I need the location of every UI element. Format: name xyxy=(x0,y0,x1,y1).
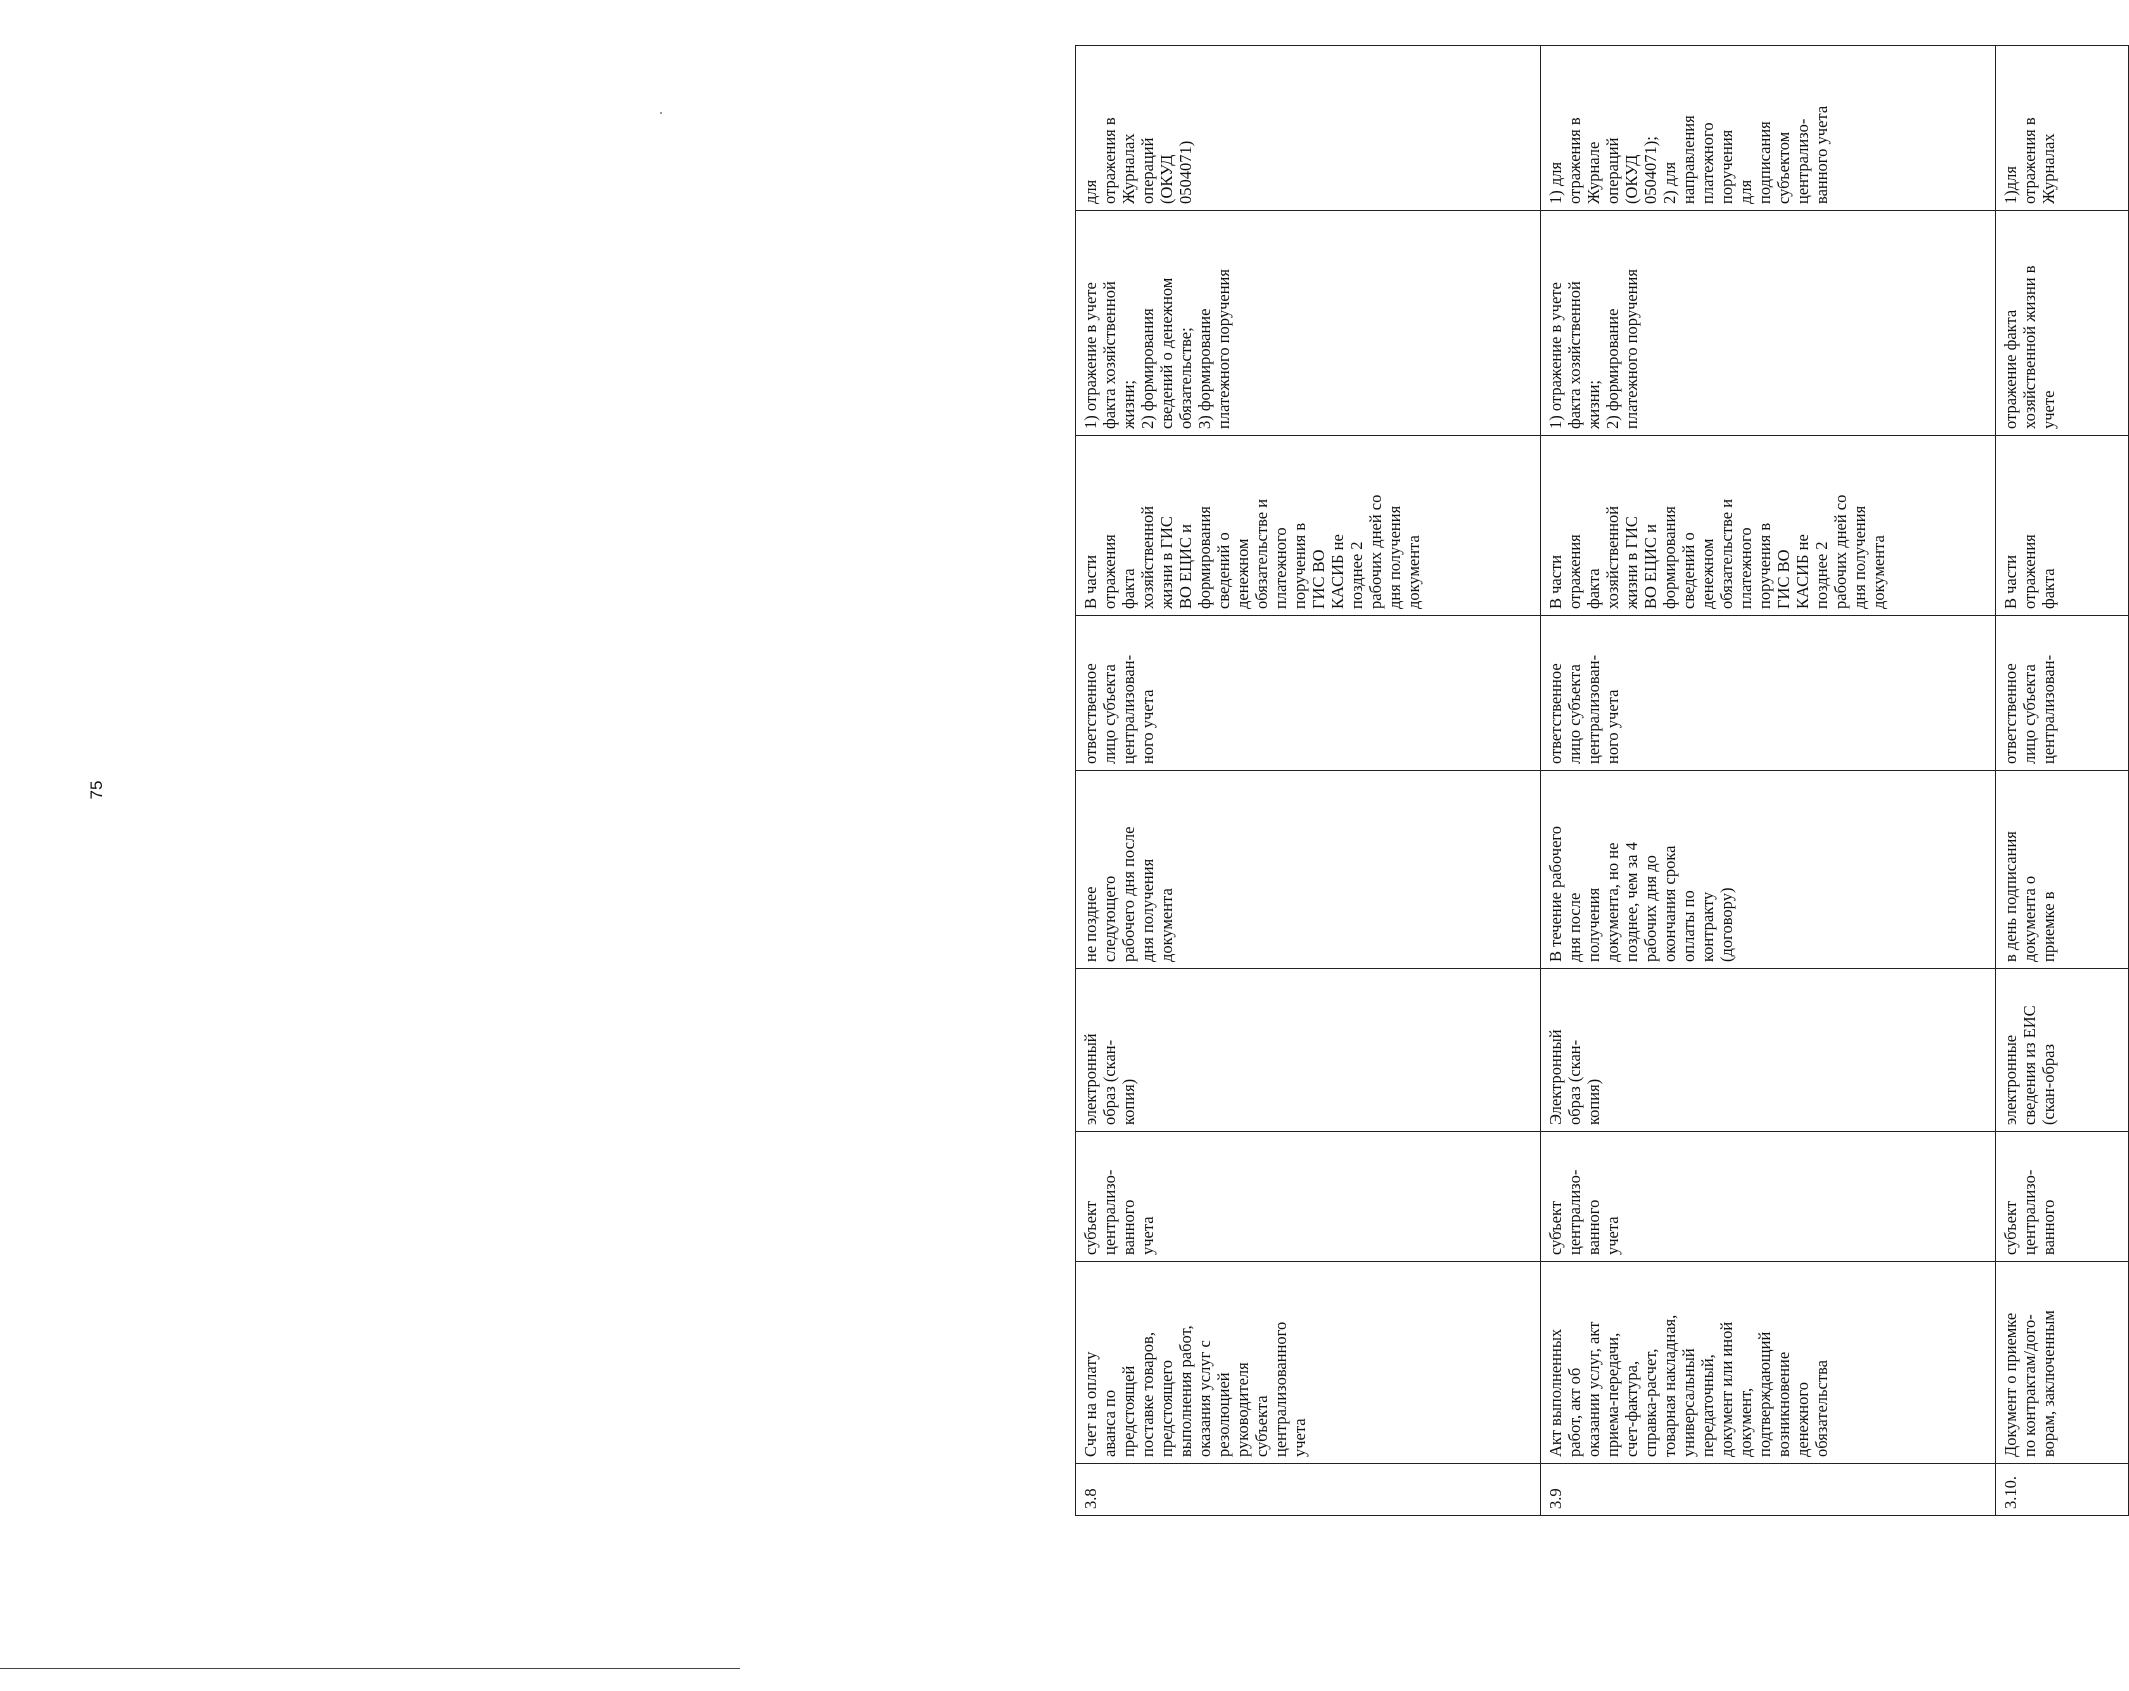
processing-deadline-cell: В части отражения факта хозяйственной жизни в ГИС ВО ЕЦИС и формирования сведений о денежном обязательстве и платежного поручения в ГИС ВО КАСИБ не позднее 2 рабочих дней со дня получения документа xyxy=(1076,436,1541,616)
document-creator-cell: субъект централизо- ванного учета xyxy=(1076,1132,1541,1262)
note-cell: 1) для отражения в Журнале операций (ОКУД 0504071); 2) для направления платежного поручения для подписания субъектом централизо- ванного учета xyxy=(1541,46,1996,211)
purpose-cell: 1) отражение в учете факта хозяйственной жизни; 2) формирование платежного поручения xyxy=(1541,211,1996,436)
submission-deadline-cell: В течение рабочего дня после получения документа, но не позднее, чем за 4 рабочих дня до окончания срока оплаты по контракту (договору) xyxy=(1541,771,1996,969)
document-creator-cell: субъект централизо- ванного xyxy=(1996,1132,2129,1262)
document-name-cell: Счет на оплату аванса по предстоящей поставке товаров, предстоящего выполнения работ, оказания услуг с резолюцией руководителя субъекта централизованного учета xyxy=(1076,1262,1541,1464)
processing-deadline-cell: В части отражения факта xyxy=(1996,436,2129,616)
document-format-cell: электронные сведения из ЕИС (скан-образ xyxy=(1996,969,2129,1132)
rotated-table-wrapper xyxy=(1075,46,2058,1516)
note-cell: для отражения в Журналах операций (ОКУД 0504071) xyxy=(1076,46,1541,211)
responsible-person-cell: ответственное лицо субъекта централизован- xyxy=(1996,616,2129,771)
row-number: 3.10. xyxy=(1996,1464,2129,1516)
submission-deadline-cell: в день подписания документа о приемке в xyxy=(1996,771,2129,969)
row-number: 3.8 xyxy=(1076,1464,1541,1516)
document-name-cell: Акт выполненных работ, акт об оказании услуг, акт приема-передачи, счет-фактура, справка-расчет, товарная накладная, универсальный передаточный, документ или иной документ, подтверждающий возникновение денежного обязательства xyxy=(1541,1262,1996,1464)
note-cell: 1)для отражения в Журналах xyxy=(1996,46,2129,211)
scan-speck xyxy=(660,112,662,114)
responsible-person-cell: ответственное лицо субъекта централизован- ного учета xyxy=(1541,616,1996,771)
responsible-person-cell: ответственное лицо субъекта централизован- ного учета xyxy=(1076,616,1541,771)
row-number: 3.9 xyxy=(1541,1464,1996,1516)
page-number-text: 75 xyxy=(87,780,106,800)
page-number xyxy=(85,770,109,810)
purpose-cell: отражение факта хозяйственной жизни в учете xyxy=(1996,211,2129,436)
scan-edge-line xyxy=(0,1668,740,1669)
table-row xyxy=(1076,46,1541,1516)
submission-deadline-cell: не позднее следующего рабочего дня после дня получения документа xyxy=(1076,771,1541,969)
document-format-cell: Электронный образ (скан- копия) xyxy=(1541,969,1996,1132)
table-row xyxy=(1541,46,1996,1516)
purpose-cell: 1) отражение в учете факта хозяйственной жизни; 2) формирования сведений о денежном обязательстве; 3) формирование платежного поручения xyxy=(1076,211,1541,436)
document-creator-cell: субъект централизо- ванного учета xyxy=(1541,1132,1996,1262)
document-name-cell: Документ о приемке по контрактам/дого- ворам, заключенным xyxy=(1996,1262,2129,1464)
document-flow-table xyxy=(1075,45,2129,1516)
table-row xyxy=(1996,46,2129,1516)
processing-deadline-cell: В части отражения факта хозяйственной жизни в ГИС ВО ЕЦИС и формирования сведений о денежном обязательстве и платежного поручения в ГИС ВО КАСИБ не позднее 2 рабочих дней со дня получения документа xyxy=(1541,436,1996,616)
document-format-cell: электронный образ (скан- копия) xyxy=(1076,969,1541,1132)
